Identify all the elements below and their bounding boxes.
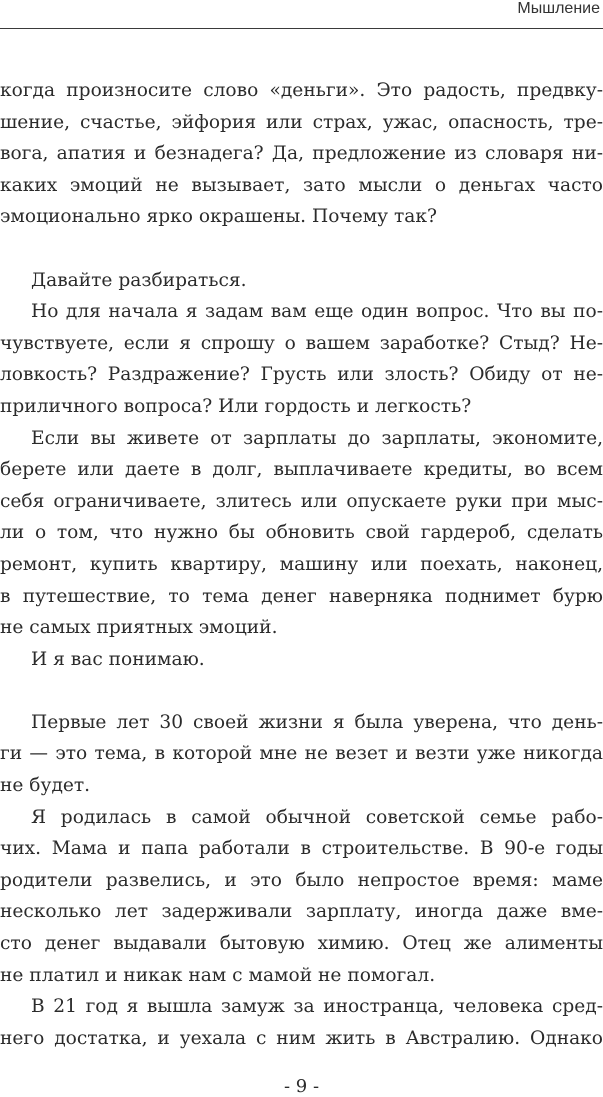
- text-line: себя ограничиваете, злитесь или опускаете руки при мыс-: [0, 490, 603, 512]
- blank-line: [0, 675, 603, 707]
- text-line: чих. Мама и папа работали в строительстве. В 90-е годы: [0, 838, 603, 860]
- text-line: не самых приятных эмоций.: [0, 617, 278, 639]
- text-line: когда произносите слово «деньги». Это радость, предвку-: [0, 80, 603, 101]
- header-rule: [0, 28, 603, 29]
- text-line: не будет.: [0, 775, 91, 797]
- text-line: в путешествие, то тема денег наверняка поднимет бурю: [0, 585, 603, 607]
- text-line: вога, апатия и безнадега? Да, предложение из словаря ни-: [0, 143, 603, 165]
- text-line: Первые лет 30 своей жизни я была уверена, что день-: [31, 711, 603, 733]
- text-line: ловкость? Раздражение? Грусть или злость? Обиду от не-: [0, 364, 603, 386]
- text-line: шение, счастье, эйфория или страх, ужас, опасность, тре-: [0, 111, 603, 133]
- text-line: ги — это тема, в которой мне не везет и везти уже никогда: [0, 743, 603, 765]
- text-line: не платил и никак нам с мамой не помогал.: [0, 964, 436, 986]
- text-line: В 21 год я вышла замуж за иностранца, человека сред-: [31, 996, 603, 1018]
- text-line: него достатка, и уехала с ним жить в Австралию. Однако: [0, 1027, 603, 1049]
- text-line: несколько лет задерживали зарплату, иногда даже вме-: [0, 901, 603, 923]
- running-title: Мышление: [517, 0, 600, 17]
- text-line: берете или даете в долг, выплачиваете кредиты, во всем: [0, 459, 603, 481]
- text-line: родители развелись, и это было непростое время: маме: [0, 869, 603, 891]
- blank-line: [0, 233, 603, 265]
- page-number: - 9 -: [283, 1076, 320, 1097]
- text-line: сто денег выдавали бытовую химию. Отец же алименты: [0, 933, 603, 955]
- text-line: И я вас понимаю.: [31, 648, 205, 670]
- body-text: [0, 75, 603, 1054]
- text-line: ремонт, купить квартиру, машину или поехать, наконец,: [0, 553, 603, 575]
- text-line: чувствуете, если я спрошу о вашем заработке? Стыд? Не-: [0, 332, 603, 354]
- text-line: Я родилась в самой обычной советской семье рабо-: [31, 806, 603, 828]
- text-line: приличного вопроса? Или гордость и легкость?: [0, 395, 472, 417]
- text-line: каких эмоций не вызывает, зато мысли о деньгах часто: [0, 174, 603, 196]
- text-line: Давайте разбираться.: [31, 269, 247, 291]
- text-line: Но для начала я задам вам еще один вопрос. Что вы по-: [31, 301, 603, 323]
- text-line: ли о том, что нужно бы обновить свой гардероб, сделать: [0, 522, 603, 544]
- text-line: эмоционально ярко окрашены. Почему так?: [0, 206, 437, 228]
- text-line: Если вы живете от зарплаты до зарплаты, экономите,: [31, 427, 603, 449]
